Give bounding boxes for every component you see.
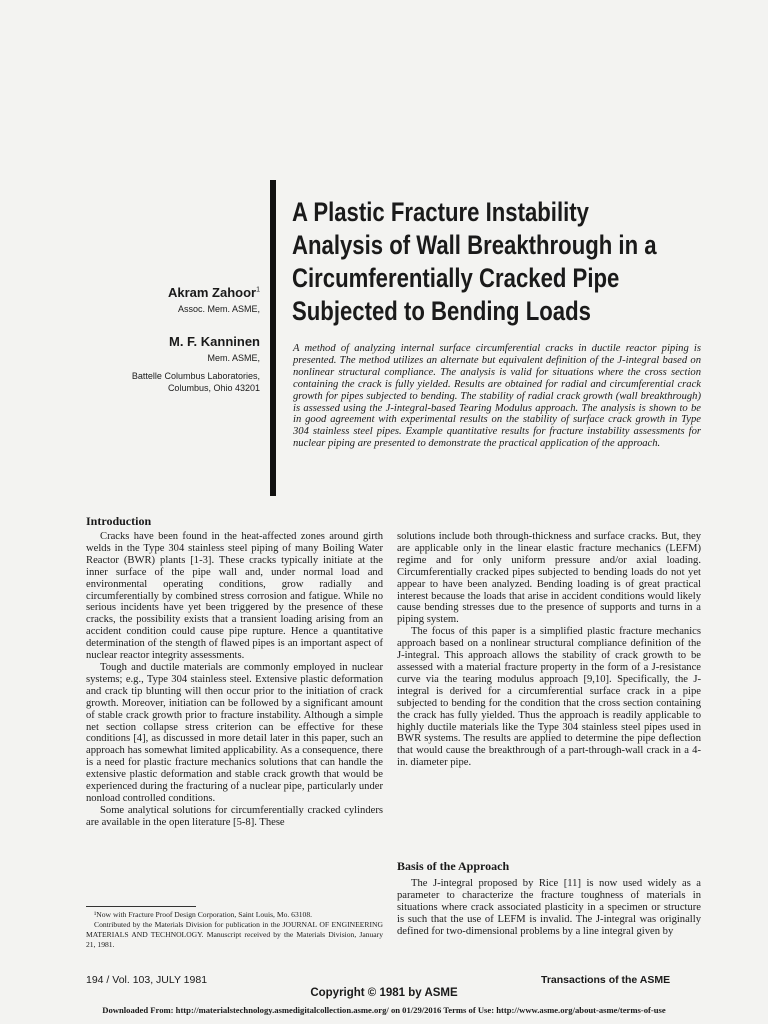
page-number-volume: 194 / Vol. 103, JULY 1981 [86,974,208,986]
title-line: A Plastic Fracture Instability [292,197,589,227]
paragraph: Tough and ductile materials are commonly employed in nuclear systems; e.g., Type 304 stainless steel. Extensive plastic deformation and crack tip blunting will then occur prior to the initiation of crack growth. Moreover, initiation can be followed by a significant amount of stable crack growth prior to fracture instability. Although a simple net section collapse stress criterion can be effective for these conditions [4], as discussed in more detail later in this paper, such an approach has somewhat limited applicability. As a consequence, there is a need for plastic fracture mechanics solutions that can handle the extensive plastic deformation and stable crack growth that would be experienced during the fracturing of a nuclear pipe, particularly under nonload controlled conditions. [86,661,383,804]
author-role: Assoc. Mem. ASME, [177,304,260,314]
left-column [86,531,383,829]
footnotes [86,910,383,950]
paper-title [292,196,669,328]
author-role: Mem. ASME, [207,353,260,363]
journal-name: Transactions of the ASME [541,974,671,986]
paragraph: solutions include both through-thickness and surface cracks. But, they are applicable only in the linear elastic fracture mechanics (LEFM) regime and for only uniform pressure and/or axial loading. Circumferentially cracked pipes subjected to bending loads do not yet appear to have been analyzed. Bending loading is of great practical interest because the loads that arise in accident conditions would likely cause bending stresses due to the presence of supports and turns in a piping system. [397,531,701,626]
title-rule [270,180,276,496]
section-heading-basis: Basis of the Approach [397,859,510,873]
paragraph: Cracks have been found in the heat-affected zones around girth welds in the Type 304 stainless steel piping of many Boiling Water Reactor (BWR) plants [1-3]. These cracks typically initiate at the inner surface of the pipe wall and, under normal load and environmental operating conditions, grow radially and circumferentially by combined stress corrosion and fatigue. While no serious incidents have yet been triggered by the presence of these cracks, the possibility exists that a transient loading arising from an accident condition could cause pipe rupture. Hence a quantitative determination of the stength of flawed pipes is an important aspect of nuclear reactor integrity assessments. [86,531,383,662]
footnote-divider [86,906,196,907]
abstract: A method of analyzing internal surface circumferential cracks in ductile reactor piping is presented. The method utilizes an alternate but equivalent definition of the J-integral based on nonlinear structural compliance. The analysis is valid for situations where the cross section containing the crack is fully yielded. Results are obtained for radial and circumferential crack growth for pipes subjected to bending. The stability of radial crack growth (wall breakthrough) is assessed using the J-integral-based Tearing Modulus approach. The analysis is shown to be in good agreement with experimental results on the stability of surface crack growth in Type 304 stainless steel pipes. Example quantitative results for fracture instability assessments for nuclear piping are presented to demonstrate the practical application of the approach. [293,343,701,450]
title-line: Circumferentially Cracked Pipe [292,263,620,293]
author-name: M. F. Kanninen [169,334,260,349]
title-line: Subjected to Bending Loads [292,296,591,326]
copyright: Copyright © 1981 by ASME [310,987,458,999]
title-line: Analysis of Wall Breakthrough in a [292,230,657,260]
author-2 [0,334,260,364]
section-heading-introduction: Introduction [86,514,152,528]
download-notice: Downloaded From: http://materialstechnology.asmedigitalcollection.asme.org/ on 01/29/2016 Terms of Use: http://www.asme.org/about-asme/terms-of-use [102,1005,666,1015]
footnote: Contributed by the Materials Division for publication in the JOURNAL OF ENGINEERING MATERIALS AND TECHNOLOGY. Manuscript received by the Materials Division, January 21, 1981. [86,920,383,949]
affiliation-line: Battelle Columbus Laboratories, [131,371,260,381]
affiliation-line: Columbus, Ohio 43201 [167,383,260,393]
basis-text [397,878,701,938]
footnote: ¹Now with Fracture Proof Design Corporation, Saint Louis, Mo. 63108. [94,910,313,919]
paragraph: The J-integral proposed by Rice [11] is now used widely as a parameter to characterize the fracture toughness of materials in situations where crack associated plasticity in a specimen or structure is such that the use of LEFM is invalid. The J-integral was originally defined for two-dimensional problems by a line integral given by [397,878,701,937]
author-footnote-mark: 1 [256,286,260,294]
right-column [397,531,701,769]
paragraph: Some analytical solutions for circumferentially cracked cylinders are available in the open literature [5-8]. These [86,804,383,828]
affiliation [0,370,260,394]
author-name: Akram Zahoor [167,285,257,300]
author-1 [0,285,260,315]
paragraph: The focus of this paper is a simplified plastic fracture mechanics approach based on a nonlinear structural compliance definition of the J-integral. This approach allows the stability of crack growth to be assessed with a material fracture property in the form of a J-resistance curve via the tearing modulus approach [9,10]. Specifically, the J-integral is derived for a circumferential surface crack in a pipe subjected to bending for the condition that the cross section containing the crack has fully yielded. Thus the approach is readily applicable to highly ductile materials like the Type 304 stainless steel pipes used in BWR systems. The results are applied to determine the pipe deflection that would cause the breakthrough of a part-through-wall crack in a 4-in. diameter pipe. [397,626,701,769]
